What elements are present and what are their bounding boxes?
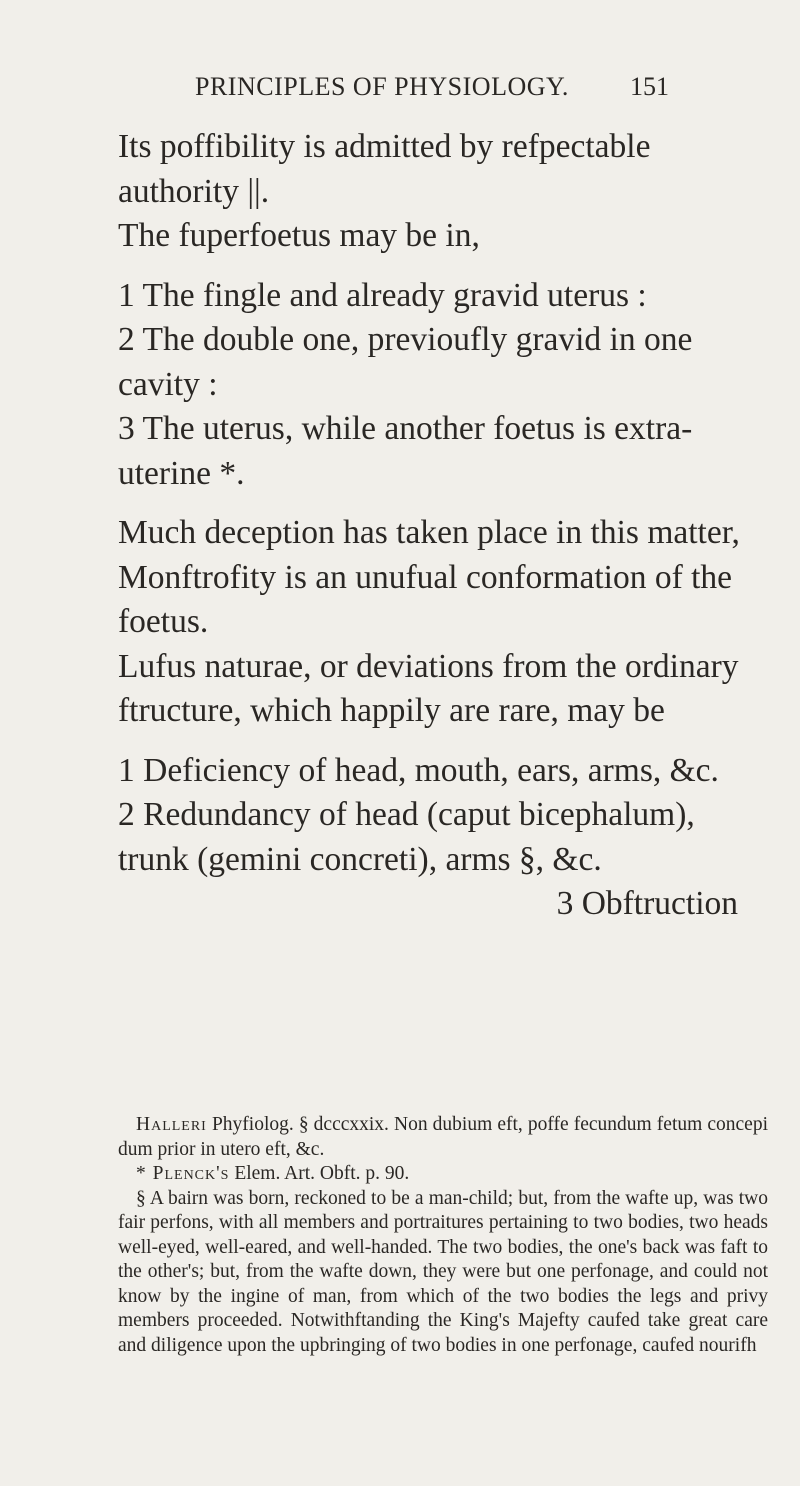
list-item-double-uterus: 2 The double one, previoufly gravid in one cavity : bbox=[118, 321, 693, 403]
list-item-extra-uterine: 3 The uterus, while another foetus is extra-uterine *. bbox=[118, 410, 693, 492]
footnote-haller-text: Phyfiolog. § dcccxxix. Non dubium eft, poffe fecundum fetum concepi dum prior in utero eft, &c. bbox=[118, 1114, 768, 1160]
list-item-deficiency: 1 Deficiency of head, mouth, ears, arms, &c. bbox=[118, 751, 719, 789]
footnotes bbox=[118, 1113, 768, 1358]
paragraph-superfoetus: The fuperfoetus may be in, bbox=[118, 217, 480, 254]
footnote-haller bbox=[118, 1113, 768, 1162]
list-item-redundancy: 2 Redundancy of head (caput bicephalum), trunk (gemini concreti), arms §, &c. bbox=[118, 796, 695, 878]
paragraph-possibility: Its poffibility is admitted by refpectable authority ||. bbox=[118, 128, 651, 210]
catchword: 3 Obftruction bbox=[556, 885, 738, 922]
paragraph-monstrosity: Monftrofity is an unufual conformation of the foetus. bbox=[118, 558, 733, 640]
footnote-plenck-author: * Plenck's bbox=[136, 1163, 230, 1184]
paragraph-lusus-naturae: Lufus naturae, or deviations from the ordinary ftructure, which happily are rare, may be bbox=[118, 647, 739, 729]
page-number: 151 bbox=[630, 72, 669, 101]
footnote-plenck-text: Elem. Art. Obft. p. 90. bbox=[229, 1163, 410, 1184]
footnote-bairn: § A bairn was born, reckoned to be a man-child; but, from the wafte up, was two fair perfons, with all members and portraitures pertaining to two bodies, two heads well-eyed, well-eared, and well-handed. The two bodies, the one's back was faft to the other's; but, from the wafte down, they were but one perfonage, and could not know by the ingine of man, from which of the two bodies the legs and privy members proceeded. Notwithftanding the King's Majefty caufed take great care and diligence upon the upbringing of two bodies in one perfonage, caufed nourifh bbox=[118, 1187, 768, 1356]
list-item-single-uterus: 1 The fingle and already gravid uterus : bbox=[118, 276, 647, 314]
footnote-haller-author: Halleri bbox=[136, 1114, 207, 1135]
body-text bbox=[118, 125, 768, 927]
running-title: PRINCIPLES OF PHYSIOLOGY. bbox=[195, 72, 569, 101]
page-header bbox=[0, 72, 800, 112]
paragraph-deception: Much deception has taken place in this matter, bbox=[118, 514, 740, 551]
footnote-plenck bbox=[118, 1162, 768, 1187]
